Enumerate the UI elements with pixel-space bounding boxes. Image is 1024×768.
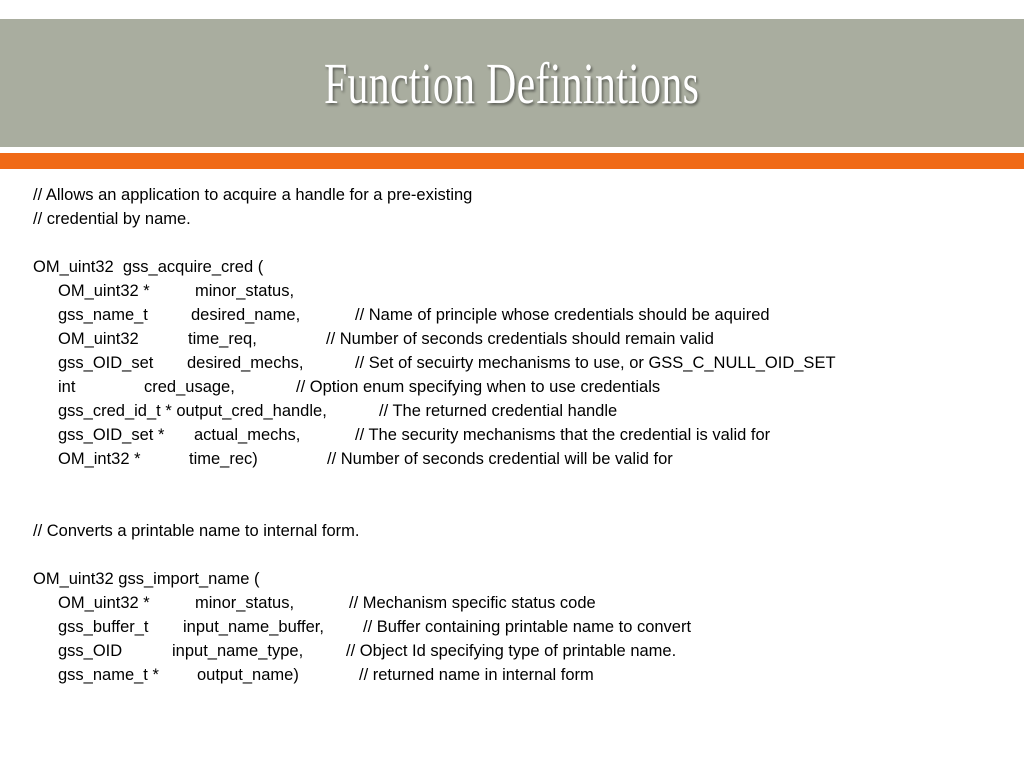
param-line bbox=[33, 591, 993, 615]
param-comment: // Number of seconds credential will be valid for bbox=[327, 450, 673, 468]
param-type: gss_name_t * bbox=[58, 666, 159, 684]
param-line bbox=[33, 375, 993, 399]
param-comment: // returned name in internal form bbox=[359, 666, 594, 684]
param-name: input_name_buffer, bbox=[183, 618, 324, 636]
param-name: input_name_type, bbox=[172, 642, 304, 660]
param-type: gss_OID_set * bbox=[58, 426, 165, 444]
blank-line bbox=[33, 543, 993, 567]
title-bar bbox=[0, 19, 1024, 147]
param-name: actual_mechs, bbox=[194, 426, 301, 444]
code-comment: // Allows an application to acquire a handle for a pre-existing bbox=[33, 186, 473, 204]
param-line bbox=[33, 447, 993, 471]
code-comment: // credential by name. bbox=[33, 210, 191, 228]
param-line bbox=[33, 399, 993, 423]
param-comment: // Object Id specifying type of printable name. bbox=[346, 642, 677, 660]
param-name: time_rec) bbox=[189, 450, 258, 468]
param-type: int bbox=[58, 378, 76, 396]
param-name: time_req, bbox=[188, 330, 257, 348]
param-comment: // Buffer containing printable name to convert bbox=[363, 618, 692, 636]
param-line bbox=[33, 279, 993, 303]
param-comment: // The returned credential handle bbox=[379, 402, 618, 420]
blank-line bbox=[33, 495, 993, 519]
param-line bbox=[33, 351, 993, 375]
param-line bbox=[33, 303, 993, 327]
slide-content bbox=[33, 183, 993, 687]
param-comment: // Number of seconds credentials should remain valid bbox=[326, 330, 714, 348]
param-name: minor_status, bbox=[195, 282, 295, 300]
blank-line bbox=[33, 231, 993, 255]
param-comment: // Option enum specifying when to use credentials bbox=[296, 378, 661, 396]
param-type: gss_cred_id_t * output_cred_handle, bbox=[58, 402, 327, 420]
param-line bbox=[33, 615, 993, 639]
param-name: desired_name, bbox=[191, 306, 301, 324]
param-name: cred_usage, bbox=[144, 378, 235, 396]
param-name: minor_status, bbox=[195, 594, 295, 612]
blank-line bbox=[33, 471, 993, 495]
param-type: OM_uint32 * bbox=[58, 282, 150, 300]
param-type: gss_name_t bbox=[58, 306, 148, 324]
accent-bar bbox=[0, 153, 1024, 169]
param-line bbox=[33, 327, 993, 351]
param-comment: // Set of secuirty mechanisms to use, or GSS_C_NULL_OID_SET bbox=[355, 354, 836, 372]
param-line bbox=[33, 423, 993, 447]
code-comment: // Converts a printable name to internal form. bbox=[33, 522, 360, 540]
param-type: OM_int32 * bbox=[58, 450, 141, 468]
function-signature: OM_uint32 gss_acquire_cred ( bbox=[33, 258, 264, 276]
param-name: desired_mechs, bbox=[187, 354, 304, 372]
param-comment: // Mechanism specific status code bbox=[349, 594, 596, 612]
param-name: output_name) bbox=[197, 666, 299, 684]
slide-title: Function Definintions bbox=[324, 50, 700, 116]
param-comment: // The security mechanisms that the credential is valid for bbox=[355, 426, 771, 444]
param-line bbox=[33, 639, 993, 663]
param-type: gss_OID_set bbox=[58, 354, 154, 372]
function-signature: OM_uint32 gss_import_name ( bbox=[33, 570, 260, 588]
param-comment: // Name of principle whose credentials should be aquired bbox=[355, 306, 770, 324]
param-type: gss_OID bbox=[58, 642, 123, 660]
param-type: gss_buffer_t bbox=[58, 618, 149, 636]
param-type: OM_uint32 * bbox=[58, 594, 150, 612]
param-line bbox=[33, 663, 993, 687]
param-type: OM_uint32 bbox=[58, 330, 139, 348]
